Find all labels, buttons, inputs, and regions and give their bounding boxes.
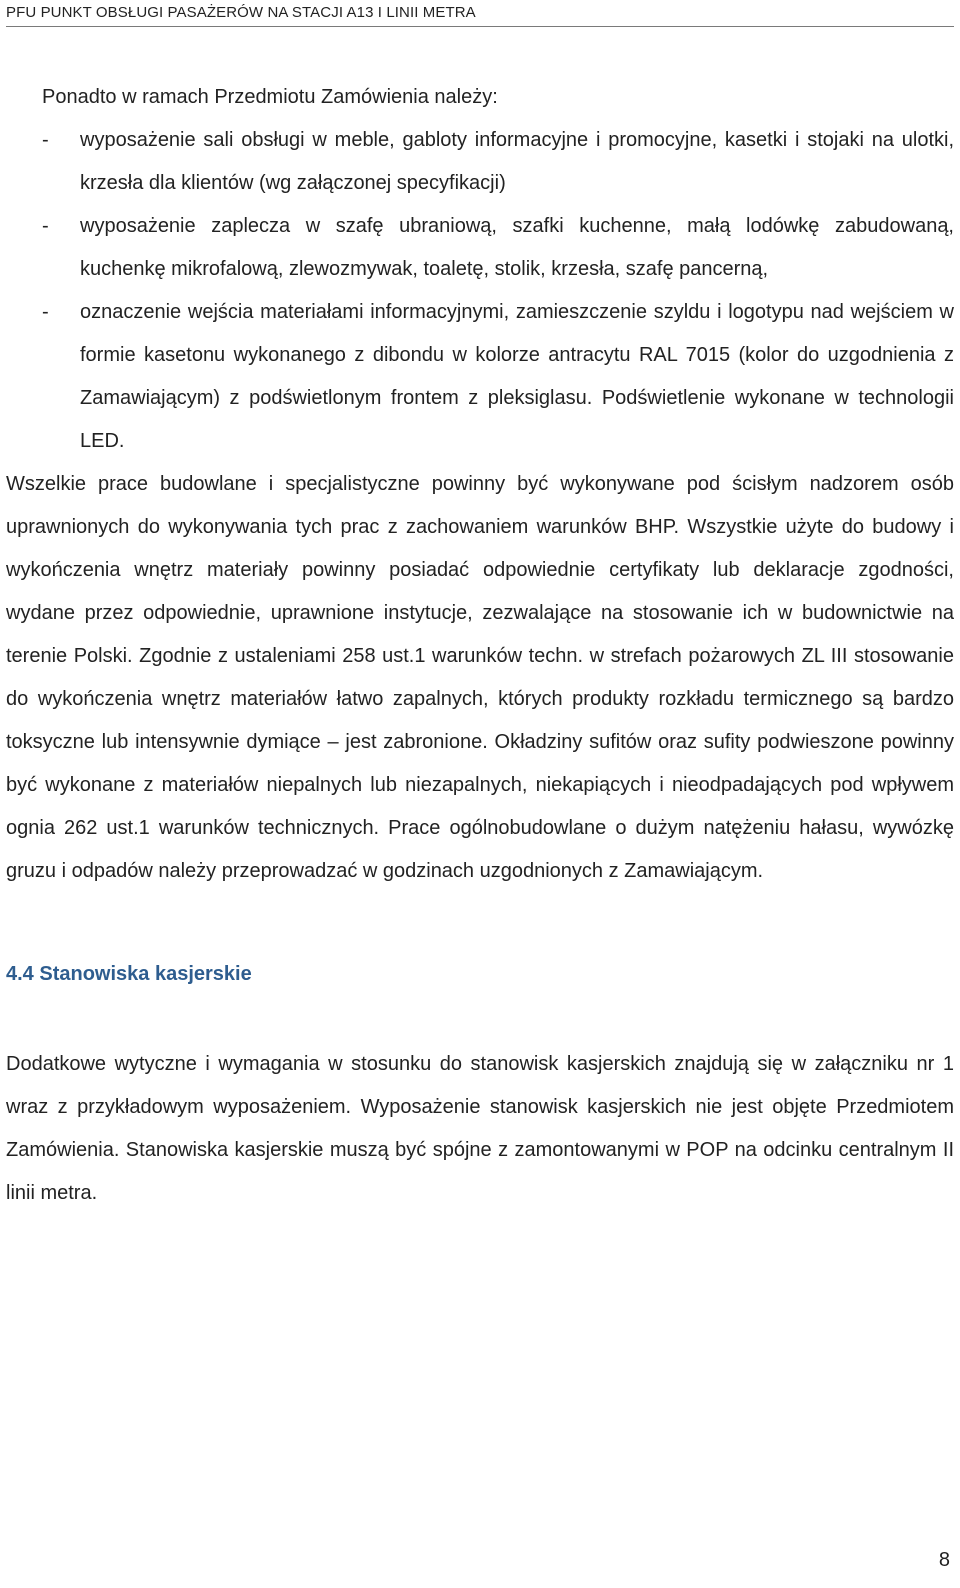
list-item	[6, 291, 954, 463]
body-paragraph: Wszelkie prace budowlane i specjalistyczne powinny być wykonywane pod ścisłym nadzorem osób uprawnionych do wykonywania tych prac z zachowaniem warunków BHP. Wszystkie użyte do budowy i wykończenia wnętrz materiały powinny posiadać odpowiednie certyfikaty lub deklaracje zgodności, wydane przez odpowiednie, uprawnione instytucje, zezwalające na stosowanie ich w budownictwie na terenie Polski. Zgodnie z ustaleniami 258 ust.1 warunków techn. w strefach pożarowych ZL III stosowanie do wykończenia wnętrz materiałów łatwo zapalnych, których produkty rozkładu termicznego są bardzo toksyczne lub intensywnie dymiące – jest zabronione. Okładziny sufitów oraz sufity podwieszone powinny być wykonane z materiałów niepalnych lub niezapalnych, niekapiących i nieodpadających pod wpływem ognia 262 ust.1 warunków technicznych. Prace ogólnobudowlane o dużym natężeniu hałasu, wywózkę gruzu i odpadów należy przeprowadzać w godzinach uzgodnionych z Zamawiającym.	[6, 473, 954, 882]
section-paragraph: Dodatkowe wytyczne i wymagania w stosunku do stanowisk kasjerskich znajdują się w załączniku nr 1 wraz z przykładowym wyposażeniem. Wyposażenie stanowisk kasjerskich nie jest objęte Przedmiotem Zamówienia. Stanowiska kasjerskie muszą być spójne z zamontowanymi w POP na odcinku centralnym II linii metra.	[6, 1053, 954, 1204]
list-bullet: -	[42, 301, 49, 323]
list-item	[6, 205, 954, 291]
list-item-text: oznaczenie wejścia materiałami informacyjnymi, zamieszczenie szyldu i logotypu nad wejściem w formie kasetonu wykonanego z dibondu w kolorze antracytu RAL 7015 (kolor do uzgodnienia z Zamawiającym) z podświetlonym frontem z pleksiglasu. Podświetlenie wykonane w technologii LED.	[80, 301, 954, 452]
list-bullet: -	[42, 129, 49, 151]
intro-line: Ponadto w ramach Przedmiotu Zamówienia należy:	[42, 86, 498, 108]
list-item-text: wyposażenie sali obsługi w meble, gabloty informacyjne i promocyjne, kasetki i stojaki na ulotki, krzesła dla klientów (wg załączonej specyfikacji)	[80, 129, 954, 194]
running-title: PFU PUNKT OBSŁUGI PASAŻERÓW NA STACJI A13 I LINII METRA	[6, 4, 476, 21]
list-item-text: wyposażenie zaplecza w szafę ubraniową, szafki kuchenne, małą lodówkę zabudowaną, kuchenkę mikrofalową, zlewozmywak, toaletę, stolik, krzesła, szafę pancerną,	[80, 215, 954, 280]
page-header	[6, 2, 954, 27]
page-number: 8	[938, 1549, 950, 1571]
requirements-list	[6, 119, 954, 463]
section-heading: 4.4 Stanowiska kasjerskie	[6, 963, 252, 985]
list-item	[6, 119, 954, 205]
document-body	[6, 76, 954, 1215]
list-bullet: -	[42, 215, 49, 237]
